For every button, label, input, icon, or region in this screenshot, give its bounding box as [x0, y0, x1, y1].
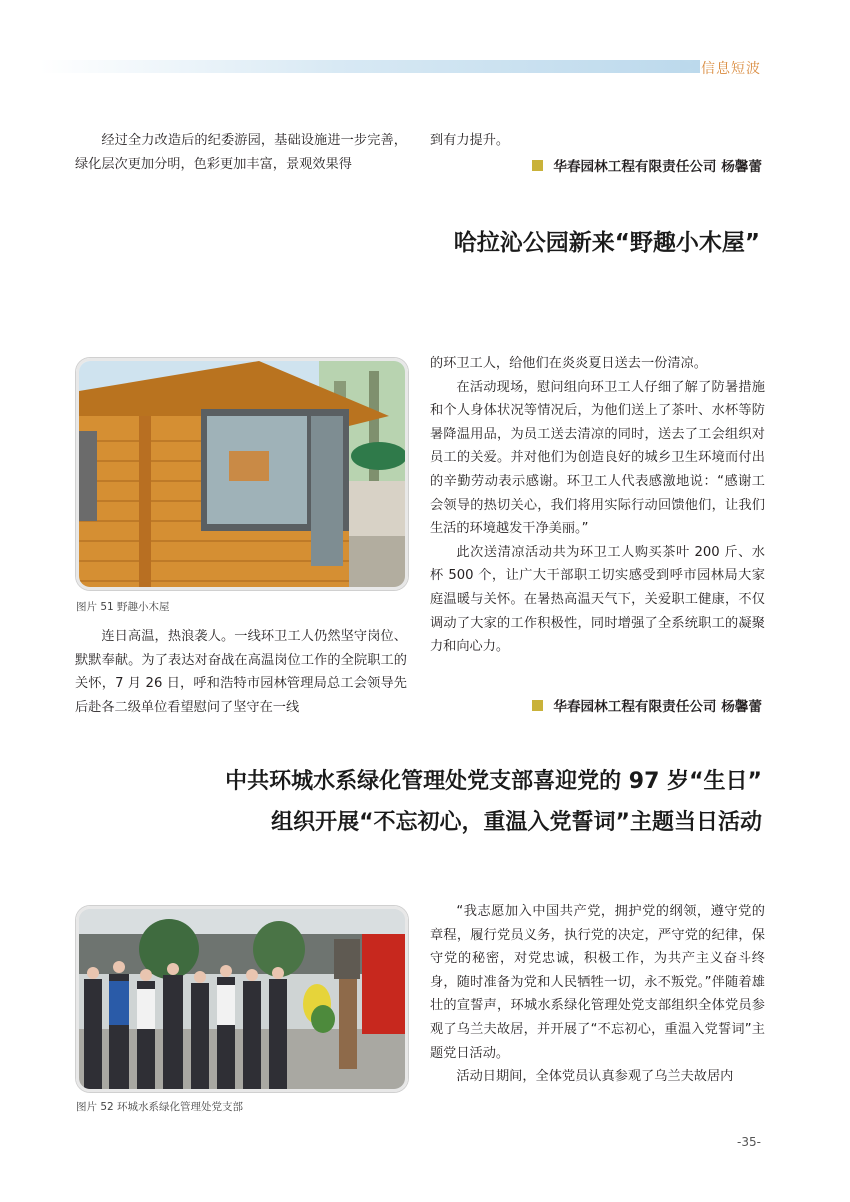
page-number: -35-: [737, 1135, 761, 1149]
article1-right-column: [430, 352, 765, 659]
article0-text-col2: 到有力提升。: [430, 133, 510, 148]
article2-title-line1: 中共环城水系绿化管理处党支部喜迎党的 97 岁“生日”: [225, 769, 762, 794]
article1-left-column: [75, 625, 407, 719]
article1-title: 哈拉沁公园新来“野趣小木屋”: [453, 230, 760, 256]
article0-col2: [430, 129, 765, 153]
article2-right-para2: 活动日期间，全体党员认真参观了乌兰夫故居内: [456, 1069, 734, 1085]
article2-title-line2: 组织开展“不忘初心，重温入党誓词”主题当日活动: [271, 810, 762, 835]
byline-square-icon: [532, 700, 543, 711]
article1-byline: [532, 695, 762, 715]
photo51-caption: 图片 51 野趣小木屋: [76, 601, 170, 613]
article1-right-para3: 此次送清凉活动共为环卫工人购买茶叶 200 斤、水杯 500 个，让广大干部职工切实感受到呼市园林局大家庭温暖与关怀。在暑热高温天气下，关爱职工健康，不仅调动了大家的工作积极性，同时增强了全系统职工的凝聚力和向心力。: [430, 544, 765, 655]
photo52-caption: 图片 52 环城水系绿化管理处党支部: [76, 1101, 244, 1113]
article1-right-para2: 在活动现场，慰问组向环卫工人仔细了解了防暑措施和个人身体状况等情况后，为他们送上了茶叶、水杯等防暑降温用品，为员工送去清凉的同时，送去了工会组织对员工的关爱。并对他们为创造良好的城乡卫生环境而付出的辛勤劳动表示感谢。环卫工人代表感激地说：“感谢工会领导的热切关心，我们将用实际行动回馈他们，让我们生活的环境越发干净美丽。”: [430, 379, 765, 537]
section-label: 信息短波: [701, 61, 761, 77]
byline-text: 华春园林工程有限责任公司 杨馨蕾: [553, 159, 762, 175]
article2-right-para1: “我志愿加入中国共产党，拥护党的纲领，遵守党的章程，履行党员义务，执行党的决定，严守党的纪律，保守党的秘密，对党忠诚，积极工作，为共产主义奋斗终身，随时准备为党和人民牺牲一切，永不叛党。”伴随着雄壮的宣誓声，环城水系绿化管理处党支部组织全体党员参观了乌兰夫故居，并开展了“不忘初心，重温入党誓词”主题党日活动。: [430, 904, 765, 1061]
party-branch-image: [79, 909, 405, 1089]
article0-byline: [532, 155, 762, 175]
byline-square-icon: [532, 160, 543, 171]
byline-text: 华春园林工程有限责任公司 杨馨蕾: [553, 699, 762, 715]
header-band: [40, 60, 700, 73]
article1-right-para1: 的环卫工人，给他们在炎炎夏日送去一份清凉。: [430, 356, 707, 371]
article0-text-col1: 经过全力改造后的纪委游园，基础设施进一步完善，绿化层次更加分明，色彩更加丰富，景观效果得: [75, 133, 407, 172]
wooden-cabin-image: [79, 361, 405, 587]
photo-wooden-cabin: [76, 358, 408, 590]
photo-party-branch: [76, 906, 408, 1092]
header-chevron: [680, 60, 696, 72]
article1-left-para: 连日高温，热浪袭人。一线环卫工人仍然坚守岗位、默默奉献。为了表达对奋战在高温岗位工作的全院职工的关怀，7 月 26 日，呼和浩特市园林管理局总工会领导先后赴各二级单位看望慰问了坚守在一线: [75, 629, 407, 715]
article0-col1: [75, 129, 407, 176]
article2-right-column: [430, 900, 765, 1089]
